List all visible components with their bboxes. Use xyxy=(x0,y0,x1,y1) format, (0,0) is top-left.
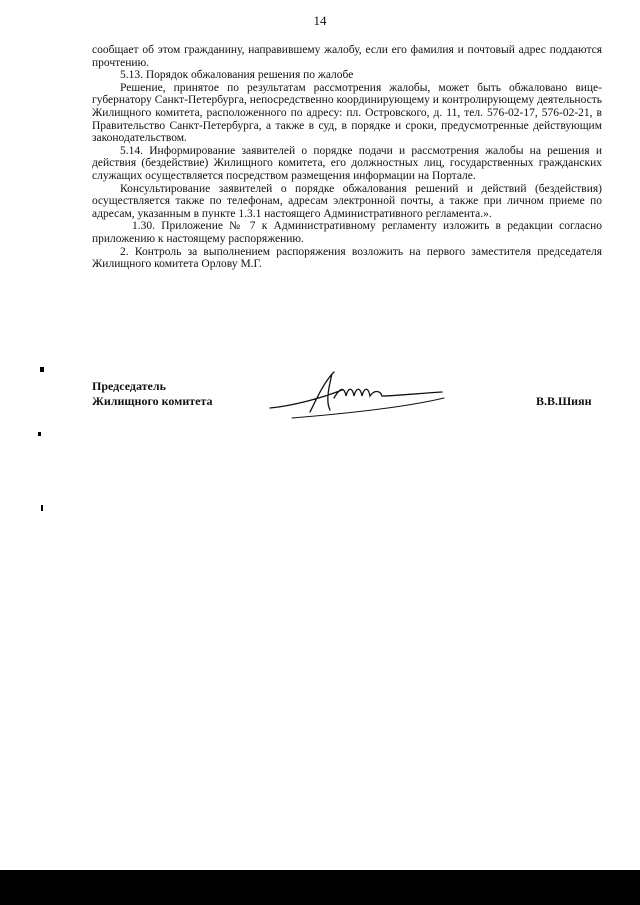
signer-title-line1: Председатель xyxy=(92,379,166,393)
paragraph-5-14: 5.14. Информирование заявителей о порядке подачи и рассмотрения жалобы на решения и действия (бездействие) Жилищного комитета, его должностных лиц, государственных гражданских служащих осуществляется посредством размещения информации на Портале. xyxy=(92,144,602,182)
document-body xyxy=(92,44,602,271)
signer-title-line2: Жилищного комитета xyxy=(92,394,213,408)
paragraph-continuation: сообщает об этом гражданину, направившему жалобу, если его фамилия и почтовый адрес поддаются прочтению. xyxy=(92,44,602,69)
paragraph-1-30: 1.30. Приложение № 7 к Административному регламенту изложить в редакции согласно приложению к настоящему распоряжению. xyxy=(92,220,602,245)
scan-bottom-edge xyxy=(0,870,640,905)
signer-title xyxy=(92,379,213,409)
paragraph-appeal: Решение, принятое по результатам рассмотрения жалобы, может быть обжаловано вице-губернатору Санкт-Петербурга, непосредственно координирующему и контролирующему деятельность Жилищного комитета, расположенного по адресу: пл. Островского, д. 11, тел. 576-02-17, 576-02-21, в Правительство Санкт-Петербурга, а также в суд, в порядке и сроки, предусмотренные действующим законодательством. xyxy=(92,81,602,145)
scan-speck xyxy=(38,432,41,436)
handwritten-signature xyxy=(262,368,452,428)
paragraph-consulting: Консультирование заявителей о порядке обжалования решений и действий (бездействия) осуществляется также по телефонам, адресам электронной почты, а также при личном приеме по адресам, указанным в пункте 1.3.1 настоящего Административного регламента.». xyxy=(92,182,602,220)
paragraph-5-13-heading: 5.13. Порядок обжалования решения по жалобе xyxy=(120,69,354,82)
paragraph-2-control: 2. Контроль за выполнением распоряжения возложить на первого заместителя председателя Жилищного комитета Орлову М.Г. xyxy=(92,245,602,271)
scan-speck xyxy=(40,367,44,372)
signer-name: В.В.Шиян xyxy=(536,394,592,408)
scan-speck xyxy=(41,505,43,511)
page-number: 14 xyxy=(313,13,327,28)
